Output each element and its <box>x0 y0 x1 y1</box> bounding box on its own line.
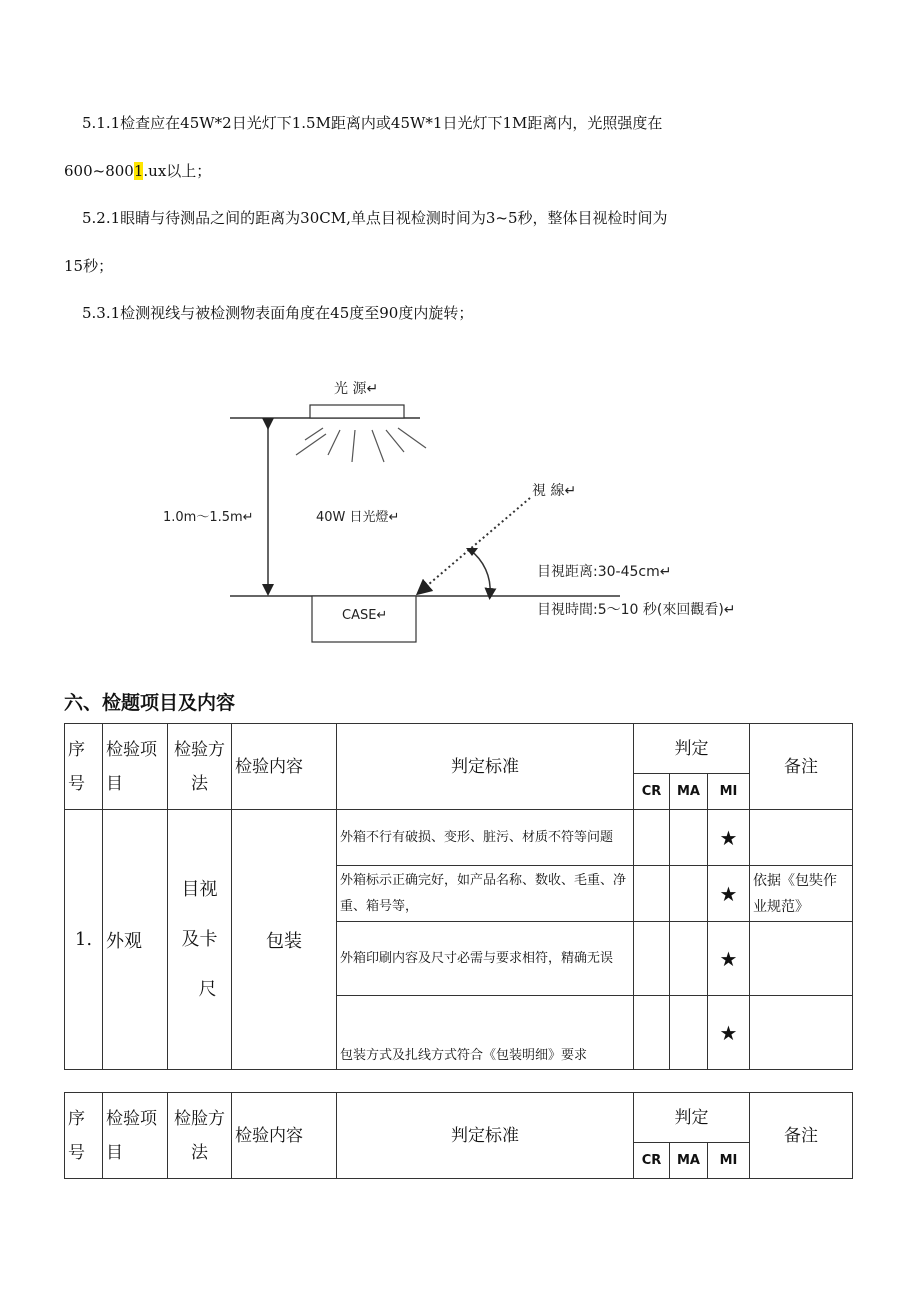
height-label: 1.0m～1.5m↵ <box>163 510 254 525</box>
light-rays <box>296 428 426 462</box>
criteria-4: 包装方式及扎线方式符合《包装明细》要求 <box>337 996 634 1070</box>
highlighted-text: 1 <box>133 162 144 180</box>
ma-cell-2 <box>670 866 708 922</box>
text-post: .ux以上； <box>143 162 212 180</box>
header2-item: 检验项 目 <box>103 1093 168 1179</box>
remark-cell-3 <box>750 922 853 996</box>
paragraph-5-2-1-line1: 5.2.1眼睛与待测品之间的距离为30CM,单点目视检测时间为3~5秒，整体目视检时间为 <box>82 209 668 227</box>
criteria-3: 外箱印刷内容及尺寸必需与要求相符，精确无误 <box>337 922 634 996</box>
header-remark: 备注 <box>750 724 853 810</box>
row-content: 包装 <box>232 810 337 1070</box>
lamp-label: 40W 日光燈↵ <box>316 510 400 525</box>
criteria-1: 外箱不行有破损、变形、脏污、材质不符等问题 <box>337 810 634 866</box>
row-seq: 1. <box>65 810 103 1070</box>
header-seq: 序 号 <box>65 724 103 810</box>
distance-label: 目視距离:30-45cm↵ <box>537 564 672 580</box>
sight-label: 視 線↵ <box>532 483 577 499</box>
light-fixture <box>310 405 404 418</box>
header-mi: MI <box>708 774 750 810</box>
row-method: 目视 及卡 尺 <box>168 810 232 1070</box>
cr-cell-1 <box>634 810 670 866</box>
header2-mi: MI <box>708 1143 750 1179</box>
inspection-table-2 <box>64 1092 853 1179</box>
header-method: 检验方 法 <box>168 724 232 810</box>
angle-arc <box>470 550 490 594</box>
paragraph-5-2-1-line2: 15秒； <box>64 257 114 275</box>
paragraph-5-1-1-line1: 5.1.1检查应在45W*2日光灯下1.5M距离内或45W*1日光灯下1M距离内，光照强度在 <box>82 114 663 132</box>
header2-criteria: 判定标准 <box>337 1093 634 1179</box>
case-label: CASE↵ <box>342 608 388 623</box>
light-source-label: 光 源↵ <box>334 381 379 397</box>
remark-cell-1 <box>750 810 853 866</box>
header-ma: MA <box>670 774 708 810</box>
ma-cell-4 <box>670 996 708 1070</box>
cr-cell-4 <box>634 996 670 1070</box>
header-content: 检验内容 <box>232 724 337 810</box>
sight-line <box>422 498 530 590</box>
ma-cell-1 <box>670 810 708 866</box>
remark-cell-2: 依据《包奘作业规范》 <box>750 866 853 922</box>
header2-ma: MA <box>670 1143 708 1179</box>
header-judge: 判定 <box>634 724 750 774</box>
time-label: 目視時間:5～10 秒(來回觀看)↵ <box>537 602 736 618</box>
mi-star-1: ★ <box>708 810 750 866</box>
header2-content: 检验内容 <box>232 1093 337 1179</box>
mi-star-4: ★ <box>708 996 750 1070</box>
cr-cell-3 <box>634 922 670 996</box>
criteria-2: 外箱标示正确完好，如产品名称、数收、毛重、净重、箱号等， <box>337 866 634 922</box>
row-item: 外观 <box>103 810 168 1070</box>
header2-method: 检脸方 法 <box>168 1093 232 1179</box>
ma-cell-3 <box>670 922 708 996</box>
header2-cr: CR <box>634 1143 670 1179</box>
header2-judge: 判定 <box>634 1093 750 1143</box>
mi-star-2: ★ <box>708 866 750 922</box>
section-title: 六、检题项目及内容 <box>64 692 236 714</box>
text-pre: 600~800 <box>64 162 134 180</box>
header-criteria: 判定标准 <box>337 724 634 810</box>
cr-cell-2 <box>634 866 670 922</box>
header-cr: CR <box>634 774 670 810</box>
inspection-table <box>64 723 853 1070</box>
header-item: 检验项 目 <box>103 724 168 810</box>
header2-seq: 序 号 <box>65 1093 103 1179</box>
paragraph-5-3-1: 5.3.1检测视线与被检测物表面角度在45度至90度内旋转； <box>82 304 474 322</box>
header2-remark: 备注 <box>750 1093 853 1179</box>
remark-cell-4 <box>750 996 853 1070</box>
mi-star-3: ★ <box>708 922 750 996</box>
